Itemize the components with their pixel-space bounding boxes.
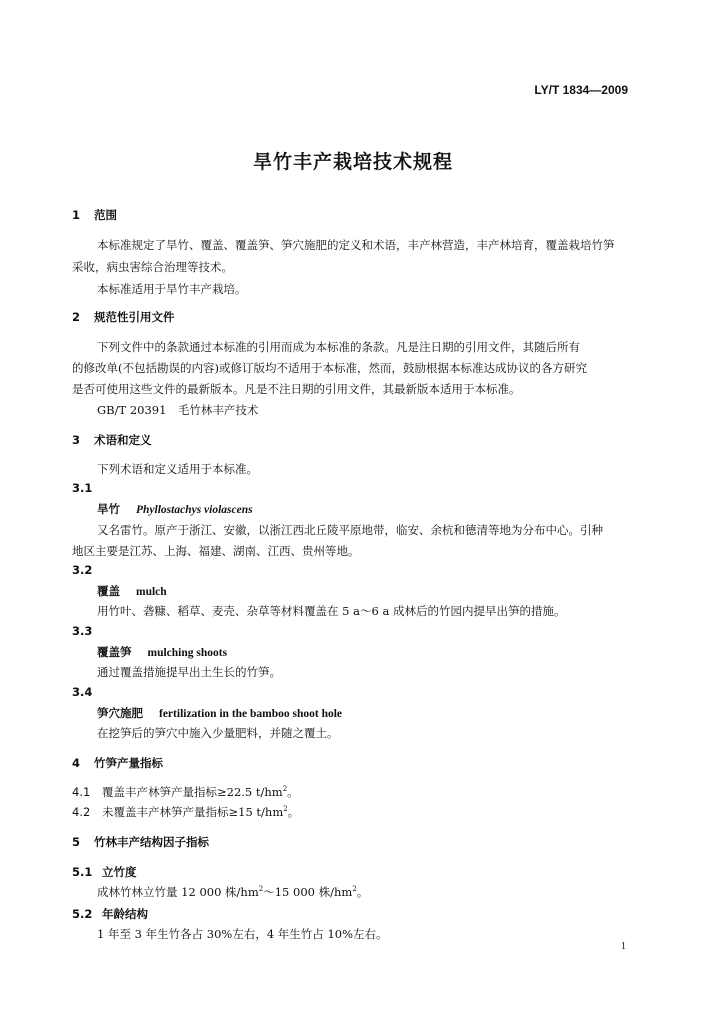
section-3-heading — [72, 432, 152, 448]
term-cn: 笋穴施肥 — [97, 706, 143, 720]
term-entry — [97, 644, 227, 660]
section-title: 竹笋产量指标 — [94, 756, 163, 770]
clause-number: 4.1 — [72, 785, 91, 799]
reference-item: GB/T 20391 毛竹林丰产技术 — [97, 403, 259, 417]
subsection-title: 年龄结构 — [102, 907, 148, 921]
text-part: 。 — [356, 885, 369, 899]
term-definition: 地区主要是江苏、上海、福建、湖南、江西、贵州等地。 — [72, 544, 360, 558]
subsection-heading — [72, 906, 148, 922]
term-entry — [97, 583, 167, 599]
page-number: 1 — [621, 941, 626, 952]
term-cn: 覆盖 — [97, 584, 120, 598]
term-en: mulching shoots — [147, 647, 228, 659]
section-number: 1 — [72, 208, 81, 222]
section-number: 2 — [72, 310, 81, 324]
paragraph: 下列术语和定义适用于本标准。 — [97, 462, 258, 476]
clause-item — [72, 804, 299, 820]
section-number: 4 — [72, 756, 81, 770]
standard-number: LY/T 1834—2009 — [534, 83, 628, 97]
subsection-heading — [72, 864, 137, 880]
superscript: 2 — [283, 805, 288, 814]
section-number: 3 — [72, 433, 81, 447]
paragraph: 的修改单(不包括勘误的内容)或修订版均不适用于本标准，然而，鼓励根据本标准达成协议的各方研究 — [72, 361, 587, 375]
subsection-number: 5.2 — [72, 907, 93, 921]
clause-end: 。 — [287, 785, 299, 799]
term-cn: 覆盖笋 — [97, 645, 132, 659]
section-title: 规范性引用文件 — [94, 310, 175, 324]
paragraph: 本标准适用于旱竹丰产栽培。 — [97, 282, 247, 296]
term-definition: 通过覆盖措施提早出土生长的竹笋。 — [97, 665, 281, 679]
clause-number: 4.2 — [72, 805, 91, 819]
section-4-heading — [72, 755, 163, 771]
term-cn: 旱竹 — [97, 502, 120, 516]
clause-text: 未覆盖丰产林笋产量指标≥15 t/hm — [102, 805, 284, 819]
term-entry — [97, 705, 342, 721]
section-2-heading — [72, 309, 175, 325]
term-en: mulch — [136, 586, 167, 598]
term-entry — [97, 501, 253, 517]
term-en: fertilization in the bamboo shoot hole — [159, 708, 343, 720]
term-definition: 用竹叶、砻糠、稻草、麦壳、杂草等材料覆盖在 5 a～6 a 成林后的竹园内提早出笋的措施。 — [97, 604, 566, 618]
document-title: 旱竹丰产栽培技术规程 — [252, 151, 453, 173]
section-title: 术语和定义 — [94, 433, 152, 447]
text-part: ～15 000 株/hm — [263, 885, 353, 899]
section-title: 范围 — [94, 208, 117, 222]
term-definition: 在挖笋后的笋穴中施入少量肥料，并随之覆土。 — [97, 726, 339, 740]
section-number: 5 — [72, 835, 81, 849]
clause-text: 覆盖丰产林笋产量指标≥22.5 t/hm — [102, 785, 283, 799]
section-title: 竹林丰产结构因子指标 — [94, 835, 209, 849]
paragraph: 是否可使用这些文件的最新版本。凡是不注日期的引用文件，其最新版本适用于本标准。 — [72, 382, 521, 396]
section-5-heading — [72, 834, 209, 850]
term-number: 3.1 — [72, 481, 93, 495]
subsection-number: 5.1 — [72, 865, 93, 879]
text-part: 成林竹林立竹量 12 000 株/hm — [97, 885, 259, 899]
paragraph — [97, 884, 368, 900]
paragraph: 下列文件中的条款通过本标准的引用而成为本标准的条款。凡是注日期的引用文件，其随后所有 — [97, 340, 580, 354]
superscript: 2 — [258, 885, 264, 894]
subsection-title: 立竹度 — [102, 865, 137, 879]
superscript: 2 — [282, 785, 288, 794]
section-1-heading — [72, 207, 117, 223]
term-en: Phyllostachys violascens — [136, 504, 253, 516]
superscript: 2 — [352, 885, 357, 894]
term-number: 3.4 — [72, 685, 93, 699]
clause-end: 。 — [287, 805, 300, 819]
paragraph: 采收，病虫害综合治理等技术。 — [72, 260, 233, 274]
term-number: 3.3 — [72, 624, 93, 638]
paragraph: 1 年至 3 年生竹各占 30%左右，4 年生竹占 10%左右。 — [97, 927, 388, 941]
term-number: 3.2 — [72, 563, 93, 577]
term-definition: 又名雷竹。原产于浙江、安徽，以浙江西北丘陵平原地带，临安、余杭和德清等地为分布中心。引种 — [97, 523, 603, 537]
clause-item — [72, 784, 299, 800]
paragraph: 本标准规定了旱竹、覆盖、覆盖笋、笋穴施肥的定义和术语，丰产林营造，丰产林培育，覆盖栽培竹笋 — [97, 238, 615, 252]
